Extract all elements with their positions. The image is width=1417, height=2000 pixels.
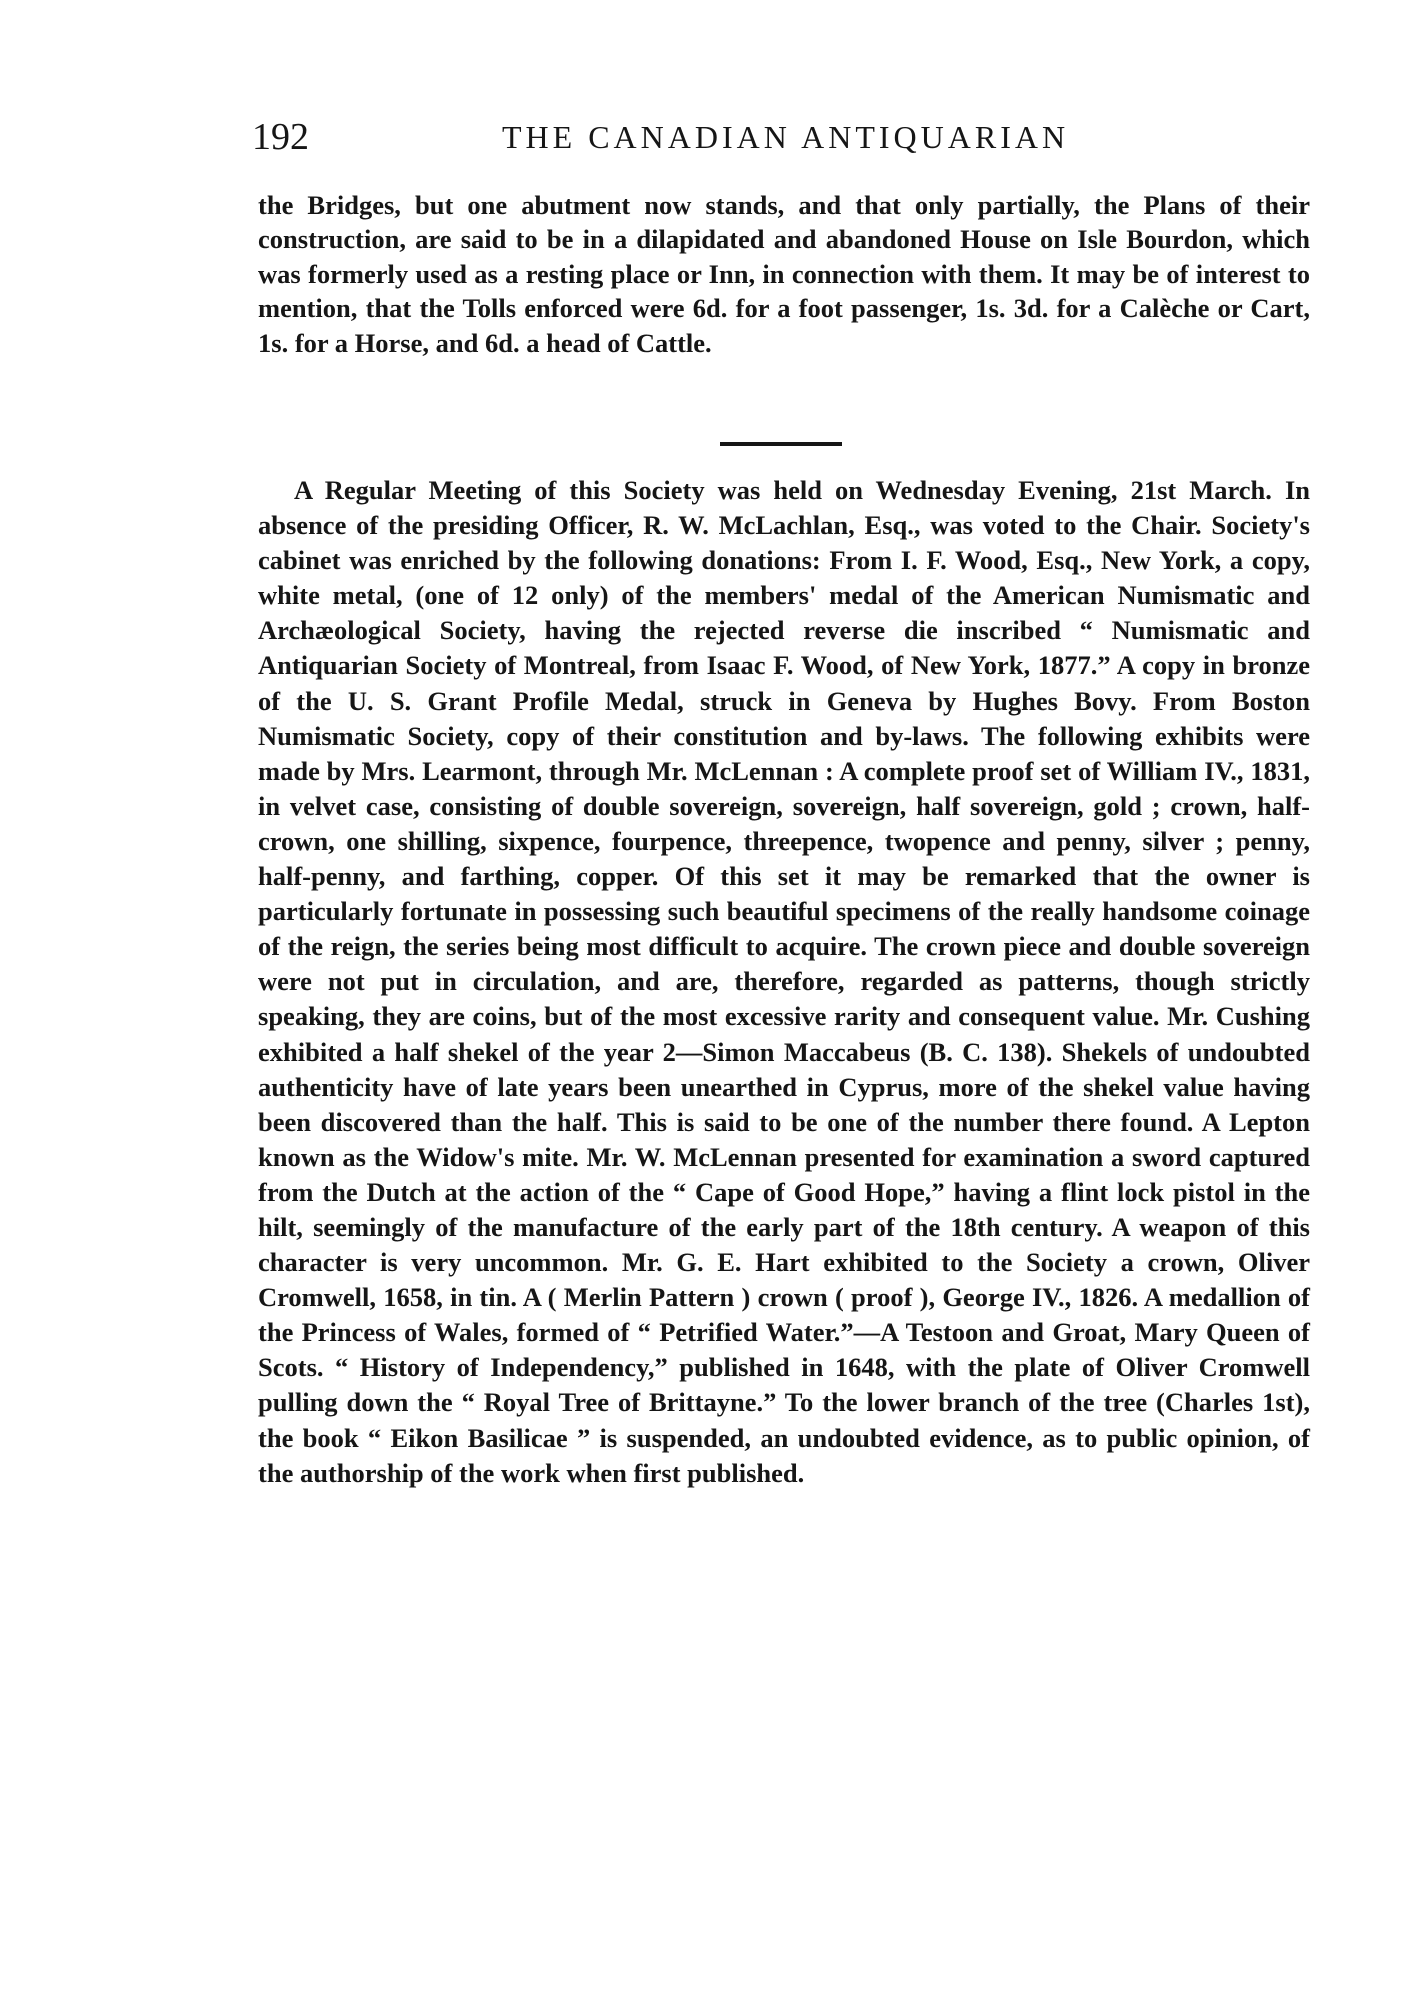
section-divider: [720, 442, 842, 446]
paragraph-society-meeting: A Regular Meeting of this Society was held on Wednesday Evening, 21st March. In absence of the presiding Officer, R. W. McLachlan, Esq., was voted to the Chair. Society's cabinet was enriched by the following donations: From I. F. Wood, Esq., New York, a copy, white metal, (one of 12 only) of the members' medal of the American Numismatic and Archæological Society, having the rejected reverse die inscribed “ Numismatic and Antiquarian Society of Montreal, from Isaac F. Wood, of New York, 1877.” A copy in bronze of the U. S. Grant Profile Medal, struck in Geneva by Hughes Bovy. From Boston Numismatic Society, copy of their constitution and by-laws. The following exhibits were made by Mrs. Learmont, through Mr. McLennan : A complete proof set of William IV., 1831, in velvet case, consisting of double sovereign, sovereign, half sovereign, gold ; crown, half-crown, one shilling, sixpence, fourpence, threepence, twopence and penny, silver ; penny, half-penny, and farthing, copper. Of this set it may be remarked that the owner is particularly fortunate in possessing such beautiful specimens of the really handsome coinage of the reign, the series being most difficult to acquire. The crown piece and double sovereign were not put in circulation, and are, therefore, regarded as patterns, though strictly speaking, they are coins, but of the most excessive rarity and consequent value. Mr. Cushing exhibited a half shekel of the year 2—Simon Maccabeus (B. C. 138). Shekels of undoubted authenticity have of late years been unearthed in Cyprus, more of the shekel value having been discovered than the half. This is said to be one of the number there found. A Lepton known as the Widow's mite. Mr. W. McLennan presented for examination a sword captured from the Dutch at the action of the “ Cape of Good Hope,” having a flint lock pistol in the hilt, seemingly of the manufacture of the early part of the 18th century. A weapon of this character is very uncommon. Mr. G. E. Hart exhibited to the Society a crown, Oliver Cromwell, 1658, in tin. A ( Merlin Pattern ) crown ( proof ), George IV., 1826. A medallion of the Princess of Wales, formed of “ Petrified Water.”—A Testoon and Groat, Mary Queen of Scots. “ History of Independency,” published in 1648, with the plate of Oliver Cromwell pulling down the “ Royal Tree of Brittayne.” To the lower branch of the tree (Charles 1st), the book “ Eikon Basilicae ” is suspended, an undoubted evidence, as to public opinion, of the authorship of the work when first published.: [258, 475, 1310, 1488]
paragraph-bridges-tolls: the Bridges, but one abutment now stands, and that only partially, the Plans of their construction, are said to be in a dilapidated and abandoned House on Isle Bourdon, which was formerly used as a resting place or Inn, in connection with them. It may be of interest to mention, that the Tolls enforced were 6d. for a foot passenger, 1s. 3d. for a Calèche or Cart, 1s. for a Horse, and 6d. a head of Cattle.: [258, 190, 1310, 358]
running-head: [252, 112, 1312, 162]
page-number: 192: [252, 116, 309, 158]
running-title: THE CANADIAN ANTIQUARIAN: [502, 119, 1070, 155]
